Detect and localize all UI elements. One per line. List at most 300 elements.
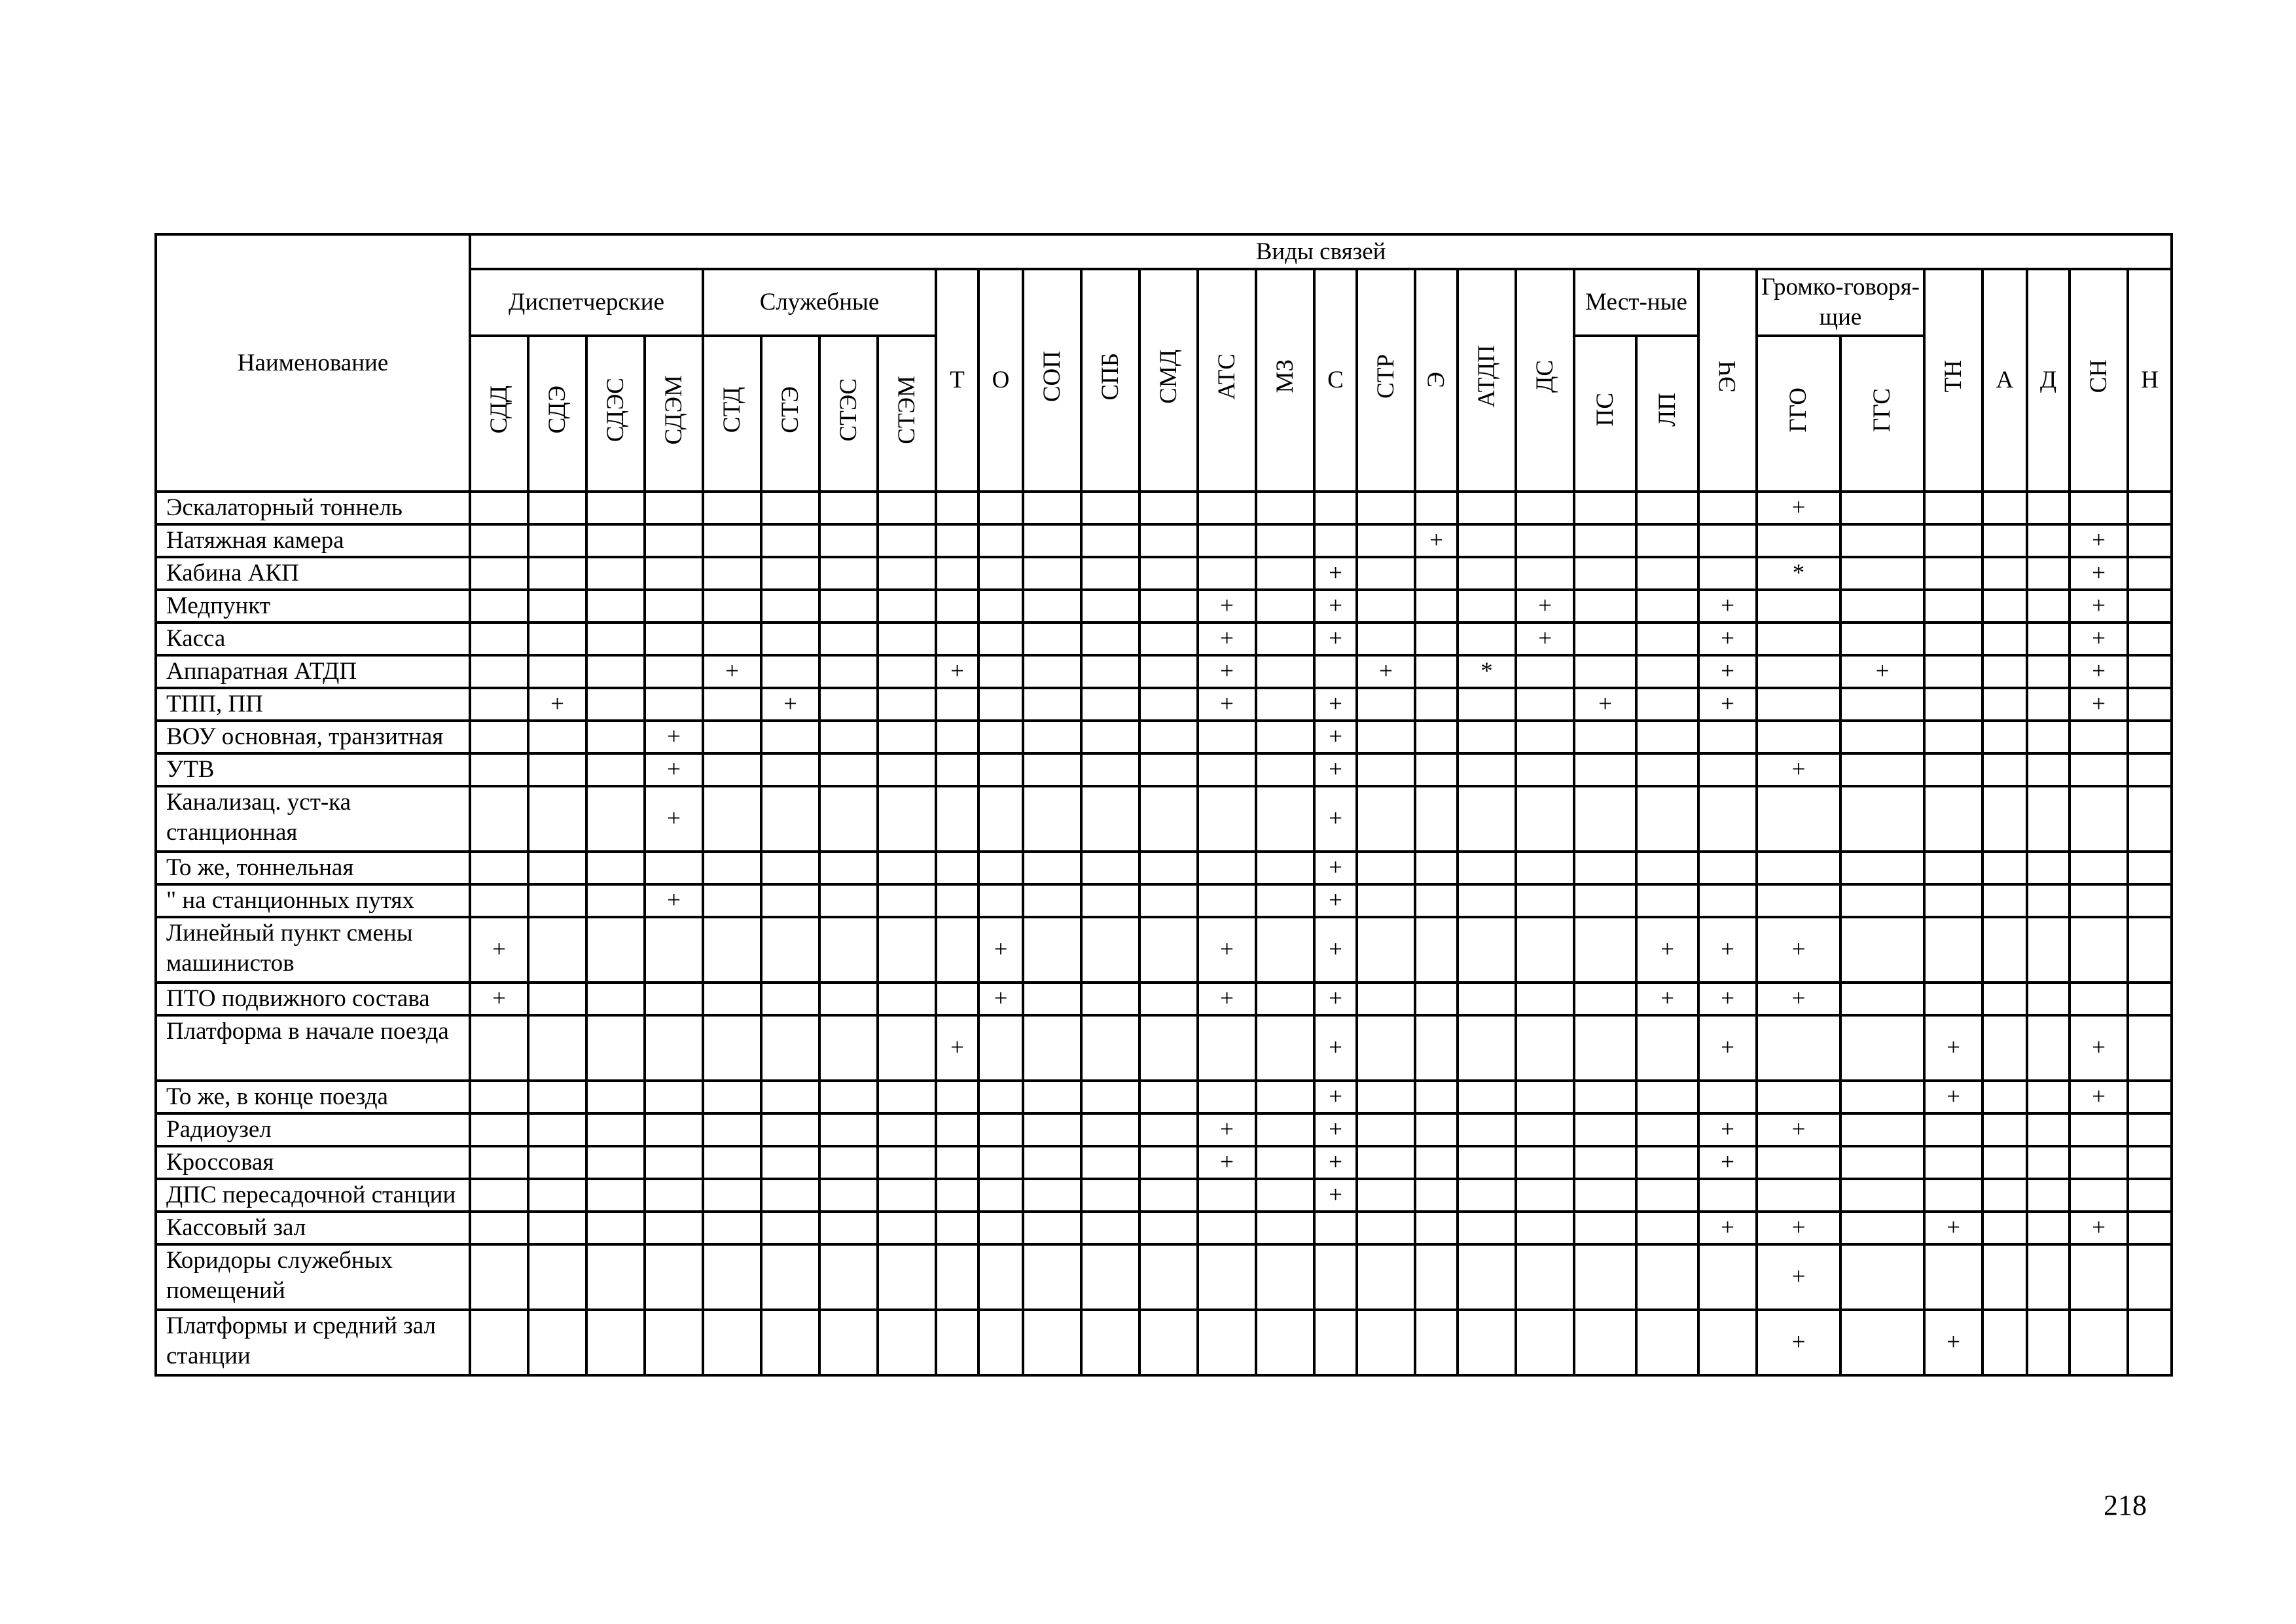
table-cell	[878, 1179, 936, 1212]
table-cell	[1840, 917, 1924, 983]
col-header-o: О	[978, 269, 1023, 492]
table-cell	[1357, 688, 1415, 721]
table-cell	[1256, 983, 1314, 1015]
table-cell	[1256, 786, 1314, 852]
row-name: Касса	[156, 623, 470, 655]
table-cell	[1982, 492, 2027, 524]
table-cell	[1516, 1113, 1574, 1146]
table-cell	[1081, 1081, 1139, 1113]
table-cell	[761, 786, 819, 852]
table-cell	[1415, 753, 1458, 786]
table-cell	[1924, 623, 1982, 655]
table-cell	[936, 1212, 978, 1244]
table-cell	[878, 983, 936, 1015]
table-cell	[1081, 1212, 1139, 1244]
table-cell	[1516, 852, 1574, 884]
table-cell	[1023, 557, 1081, 590]
col-header-e: Э	[1415, 269, 1458, 492]
table-cell	[761, 655, 819, 688]
table-cell	[528, 623, 586, 655]
table-row	[156, 524, 2172, 557]
table-cell	[2027, 1212, 2070, 1244]
table-cell	[1982, 884, 2027, 917]
table-cell	[1314, 492, 1357, 524]
table-cell	[1458, 688, 1516, 721]
table-cell: +	[1698, 983, 1757, 1015]
table-cell	[1924, 590, 1982, 623]
table-cell: +	[1314, 852, 1357, 884]
table-cell	[1757, 721, 1840, 753]
table-cell	[1415, 1179, 1458, 1212]
table-cell	[1081, 655, 1139, 688]
page-number: 218	[2104, 1489, 2147, 1521]
table-cell	[978, 623, 1023, 655]
table-cell	[470, 1146, 528, 1179]
table-cell	[703, 1081, 761, 1113]
table-cell	[1357, 623, 1415, 655]
table-cell	[1256, 1244, 1314, 1310]
table-cell	[819, 1081, 878, 1113]
col-header-a: А	[1982, 269, 2027, 492]
table-cell	[470, 1244, 528, 1310]
table-cell	[1516, 688, 1574, 721]
table-cell	[1516, 753, 1574, 786]
table-cell	[1081, 753, 1139, 786]
col-header-sn: СН	[2070, 269, 2128, 492]
table-cell	[1924, 1146, 1982, 1179]
table-cell	[1415, 884, 1458, 917]
table-cell	[1982, 1310, 2027, 1375]
table-cell	[2128, 852, 2172, 884]
table-cell	[1516, 1179, 1574, 1212]
table-cell	[761, 524, 819, 557]
table-cell	[1698, 557, 1757, 590]
table-cell	[1256, 1113, 1314, 1146]
table-cell	[470, 492, 528, 524]
table-cell	[1198, 1244, 1256, 1310]
table-cell	[703, 524, 761, 557]
table-cell	[878, 786, 936, 852]
table-cell	[1081, 983, 1139, 1015]
table-cell	[1139, 1015, 1198, 1081]
table-cell	[645, 655, 703, 688]
table-cell	[1081, 1146, 1139, 1179]
table-cell	[1982, 688, 2027, 721]
table-cell	[1982, 590, 2027, 623]
table-cell	[528, 753, 586, 786]
table-cell	[470, 786, 528, 852]
table-cell	[2070, 884, 2128, 917]
table-cell	[1924, 557, 1982, 590]
col-header-ats: АТС	[1198, 269, 1256, 492]
table-cell	[761, 1146, 819, 1179]
table-cell	[1698, 852, 1757, 884]
table-cell	[1081, 884, 1139, 917]
table-cell	[1982, 1244, 2027, 1310]
table-cell	[2027, 884, 2070, 917]
table-cell: +	[1314, 721, 1357, 753]
table-cell	[1698, 492, 1757, 524]
table-cell	[878, 1081, 936, 1113]
communication-types-table	[154, 233, 2173, 1377]
col-header-d: Д	[2027, 269, 2070, 492]
table-cell	[1139, 753, 1198, 786]
table-body	[156, 492, 2172, 1375]
table-cell: +	[978, 983, 1023, 1015]
table-cell	[819, 852, 878, 884]
table-cell	[1081, 492, 1139, 524]
table-cell	[1023, 1244, 1081, 1310]
table-cell	[2128, 1310, 2172, 1375]
table-cell: +	[1757, 753, 1840, 786]
table-cell: +	[1314, 688, 1357, 721]
table-cell	[1198, 1310, 1256, 1375]
table-cell	[1023, 688, 1081, 721]
table-cell	[1574, 1146, 1636, 1179]
table-cell	[1458, 1310, 1516, 1375]
table-cell	[819, 524, 878, 557]
table-cell	[1357, 590, 1415, 623]
table-cell	[645, 623, 703, 655]
table-cell: +	[1636, 917, 1698, 983]
table-cell: +	[1757, 1244, 1840, 1310]
table-cell	[1256, 492, 1314, 524]
table-cell	[761, 1310, 819, 1375]
table-cell	[1415, 1146, 1458, 1179]
table-cell	[1924, 1179, 1982, 1212]
table-cell: +	[1516, 590, 1574, 623]
table-cell: +	[1698, 590, 1757, 623]
table-cell	[703, 1310, 761, 1375]
table-cell: +	[1757, 917, 1840, 983]
table-cell	[1516, 524, 1574, 557]
table-cell	[703, 623, 761, 655]
table-cell	[819, 1310, 878, 1375]
table-cell	[1982, 753, 2027, 786]
col-header-t: Т	[936, 269, 978, 492]
table-cell	[1256, 1146, 1314, 1179]
table-cell	[2027, 1244, 2070, 1310]
table-cell	[819, 917, 878, 983]
table-cell	[1139, 852, 1198, 884]
table-cell	[1574, 1113, 1636, 1146]
table-cell	[978, 1212, 1023, 1244]
table-cell	[819, 623, 878, 655]
table-cell	[978, 721, 1023, 753]
table-cell	[1081, 721, 1139, 753]
table-cell	[878, 721, 936, 753]
table-row	[156, 917, 2172, 983]
table-cell	[2027, 1113, 2070, 1146]
table-cell	[761, 753, 819, 786]
table-cell	[1636, 786, 1698, 852]
table-cell	[1840, 1113, 1924, 1146]
table-cell: +	[470, 917, 528, 983]
table-cell	[1198, 557, 1256, 590]
col-header-atdp: АТДП	[1458, 269, 1516, 492]
table-cell	[1081, 1015, 1139, 1081]
table-row	[156, 983, 2172, 1015]
table-cell	[528, 655, 586, 688]
table-cell	[1198, 1212, 1256, 1244]
table-cell	[1081, 623, 1139, 655]
table-cell	[470, 524, 528, 557]
col-header-sop: СОП	[1023, 269, 1081, 492]
table-cell	[1023, 852, 1081, 884]
table-cell: *	[1458, 655, 1516, 688]
table-cell	[1198, 1179, 1256, 1212]
table-cell	[1081, 688, 1139, 721]
table-cell: +	[1924, 1212, 1982, 1244]
table-cell	[878, 1212, 936, 1244]
table-cell	[1081, 557, 1139, 590]
table-cell	[1023, 492, 1081, 524]
table-cell	[936, 721, 978, 753]
table-cell	[1256, 590, 1314, 623]
table-cell: +	[1698, 655, 1757, 688]
table-cell	[2027, 786, 2070, 852]
table-cell	[936, 852, 978, 884]
table-cell	[1574, 1015, 1636, 1081]
table-cell	[1574, 623, 1636, 655]
table-row	[156, 492, 2172, 524]
table-cell	[1698, 753, 1757, 786]
table-cell	[1574, 753, 1636, 786]
table-cell	[1924, 884, 1982, 917]
group-header-dispatcher: Диспетчерские	[470, 269, 703, 336]
table-cell	[1314, 655, 1357, 688]
table-cell	[2128, 524, 2172, 557]
table-cell: +	[1757, 492, 1840, 524]
row-name: ПТО подвижного состава	[156, 983, 470, 1015]
table-cell	[1458, 623, 1516, 655]
table-cell	[586, 524, 645, 557]
table-cell	[1757, 1146, 1840, 1179]
table-cell	[2128, 688, 2172, 721]
table-cell	[1516, 1146, 1574, 1179]
table-cell	[1636, 1244, 1698, 1310]
table-cell	[1314, 1212, 1357, 1244]
table-cell	[1198, 753, 1256, 786]
table-cell: +	[1198, 623, 1256, 655]
table-cell	[528, 917, 586, 983]
row-name: Кроссовая	[156, 1146, 470, 1179]
table-cell	[2070, 1179, 2128, 1212]
table-cell	[528, 1179, 586, 1212]
table-cell	[1357, 786, 1415, 852]
table-cell	[1982, 1146, 2027, 1179]
table-cell	[1458, 1015, 1516, 1081]
table-cell	[586, 1015, 645, 1081]
table-cell	[1198, 492, 1256, 524]
table-cell: +	[1314, 786, 1357, 852]
table-cell	[819, 753, 878, 786]
table-cell	[2027, 1081, 2070, 1113]
table-cell	[761, 983, 819, 1015]
row-name: Канализац. уст-ка станционная	[156, 786, 470, 852]
table-row	[156, 688, 2172, 721]
table-cell	[703, 590, 761, 623]
table-cell	[1840, 688, 1924, 721]
table-cell	[761, 852, 819, 884]
table-cell	[1636, 1310, 1698, 1375]
table-cell	[1415, 852, 1458, 884]
table-cell	[1081, 1113, 1139, 1146]
table-cell	[2027, 721, 2070, 753]
table-cell: +	[1698, 688, 1757, 721]
table-cell: +	[2070, 655, 2128, 688]
table-cell: +	[2070, 590, 2128, 623]
table-cell	[878, 590, 936, 623]
table-cell	[1357, 721, 1415, 753]
table-cell: +	[1198, 688, 1256, 721]
table-cell	[2128, 1179, 2172, 1212]
table-cell: +	[1198, 917, 1256, 983]
table-cell	[1840, 524, 1924, 557]
table-cell	[936, 524, 978, 557]
table-cell	[1458, 1179, 1516, 1212]
table-cell	[1924, 655, 1982, 688]
table-cell	[645, 1113, 703, 1146]
table-cell	[470, 655, 528, 688]
col-header-sdem: СДЭМ	[645, 336, 703, 492]
table-cell	[645, 1212, 703, 1244]
row-name: " на станционных путях	[156, 884, 470, 917]
table-cell	[1357, 1244, 1415, 1310]
table-cell	[470, 1179, 528, 1212]
table-cell	[1023, 655, 1081, 688]
table-cell	[978, 1310, 1023, 1375]
table-cell	[586, 852, 645, 884]
table-cell	[978, 557, 1023, 590]
table-cell: +	[1314, 1146, 1357, 1179]
table-row	[156, 1212, 2172, 1244]
row-name: Радиоузел	[156, 1113, 470, 1146]
table-cell	[528, 721, 586, 753]
table-cell	[1357, 753, 1415, 786]
table-cell	[936, 623, 978, 655]
table-cell	[586, 590, 645, 623]
table-cell	[1840, 1179, 1924, 1212]
table-cell	[1458, 917, 1516, 983]
table-cell	[1982, 623, 2027, 655]
table-cell: +	[1198, 983, 1256, 1015]
table-cell	[819, 721, 878, 753]
table-cell	[819, 884, 878, 917]
table-cell: +	[2070, 1212, 2128, 1244]
table-cell	[528, 983, 586, 1015]
row-name: Кабина АКП	[156, 557, 470, 590]
table-cell	[978, 688, 1023, 721]
table-cell	[2027, 753, 2070, 786]
table-cell	[936, 590, 978, 623]
table-cell	[528, 1212, 586, 1244]
col-header-stes: СТЭС	[819, 336, 878, 492]
table-row	[156, 1146, 2172, 1179]
table-cell	[1757, 655, 1840, 688]
table-cell: +	[645, 884, 703, 917]
table-cell	[1516, 786, 1574, 852]
table-cell: +	[1757, 1212, 1840, 1244]
row-name: Эскалаторный тоннель	[156, 492, 470, 524]
table-cell	[1924, 524, 1982, 557]
table-cell	[936, 1146, 978, 1179]
table-cell	[1139, 721, 1198, 753]
table-cell: +	[1840, 655, 1924, 688]
table-cell	[878, 1310, 936, 1375]
table-cell	[761, 1244, 819, 1310]
table-row	[156, 655, 2172, 688]
table-cell	[978, 1113, 1023, 1146]
table-cell	[1698, 1310, 1757, 1375]
table-cell: +	[1314, 983, 1357, 1015]
table-cell	[470, 1310, 528, 1375]
table-cell	[1256, 524, 1314, 557]
table-cell	[703, 557, 761, 590]
table-cell	[1574, 983, 1636, 1015]
table-cell	[1574, 884, 1636, 917]
table-cell	[2128, 721, 2172, 753]
table-cell	[645, 983, 703, 1015]
table-cell: +	[2070, 623, 2128, 655]
table-cell	[528, 1015, 586, 1081]
table-cell	[819, 786, 878, 852]
table-cell	[470, 721, 528, 753]
table-cell: +	[1314, 590, 1357, 623]
table-cell	[1139, 983, 1198, 1015]
table-cell	[1256, 1081, 1314, 1113]
table-cell	[1256, 557, 1314, 590]
table-cell	[1924, 721, 1982, 753]
table-cell	[1924, 917, 1982, 983]
table-cell	[1139, 884, 1198, 917]
table-cell	[1574, 1244, 1636, 1310]
table-cell: +	[1314, 557, 1357, 590]
group-header-local: Мест-ные	[1574, 269, 1698, 336]
table-cell: +	[703, 655, 761, 688]
table-cell: +	[1698, 1015, 1757, 1081]
table-cell: +	[1516, 623, 1574, 655]
table-cell	[1757, 852, 1840, 884]
table-cell	[819, 688, 878, 721]
table-cell	[1415, 917, 1458, 983]
table-cell	[1256, 884, 1314, 917]
table-cell	[1757, 688, 1840, 721]
table-cell	[1574, 655, 1636, 688]
table-cell	[1357, 1015, 1415, 1081]
table-cell: +	[1698, 1146, 1757, 1179]
table-cell	[819, 1015, 878, 1081]
table-cell	[470, 1113, 528, 1146]
table-cell	[1256, 753, 1314, 786]
table-cell	[819, 983, 878, 1015]
table-cell	[2070, 492, 2128, 524]
table-cell: +	[645, 721, 703, 753]
table-cell	[1636, 688, 1698, 721]
table-cell	[1636, 524, 1698, 557]
table-row	[156, 786, 2172, 852]
table-cell	[1023, 786, 1081, 852]
table-cell	[2128, 1244, 2172, 1310]
table-cell	[2128, 623, 2172, 655]
col-header-sdd: СДД	[470, 336, 528, 492]
col-header-mz: МЗ	[1256, 269, 1314, 492]
table-cell	[1840, 492, 1924, 524]
table-cell	[1698, 1244, 1757, 1310]
table-cell	[1081, 917, 1139, 983]
table-cell	[2128, 557, 2172, 590]
table-cell	[1256, 1212, 1314, 1244]
